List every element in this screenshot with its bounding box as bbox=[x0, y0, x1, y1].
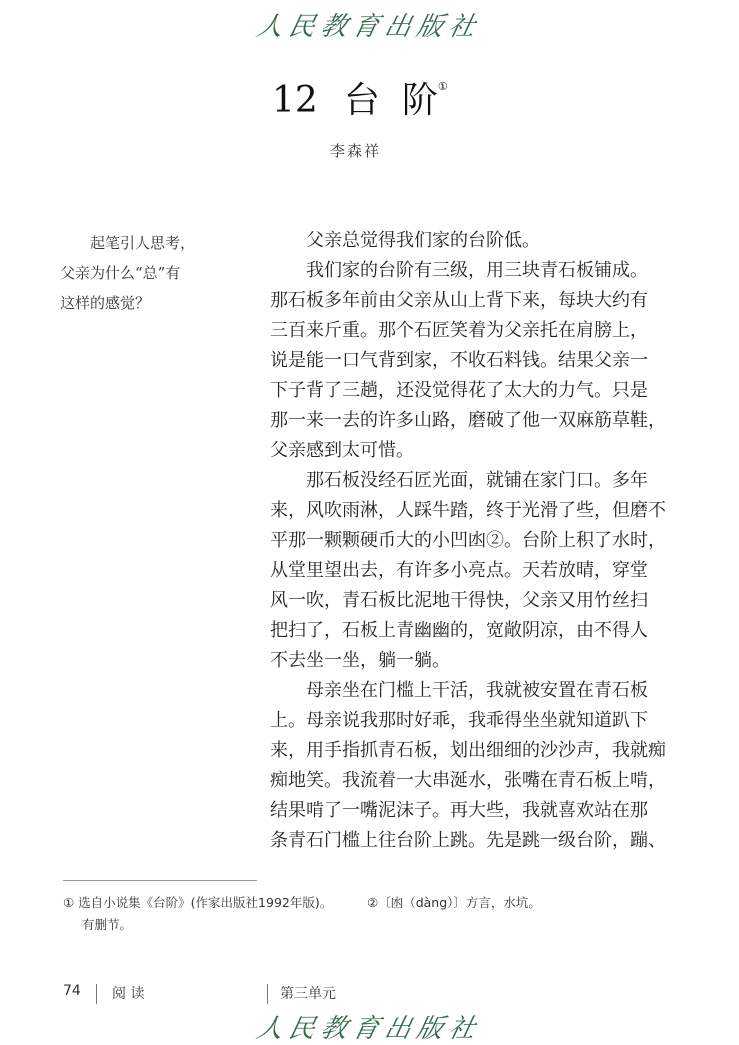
lesson-number: 12 bbox=[272, 80, 318, 121]
text-line: 那一来一去的许多山路，磨破了他一双麻筋草鞋， bbox=[270, 410, 666, 431]
text-line: 结果啃了一嘴泥沫子。再大些，我就喜欢站在那 bbox=[270, 800, 648, 821]
publisher-logo-bottom: 人民教育出版社 bbox=[253, 1014, 485, 1044]
text-line: 从堂里望出去，有许多小亮点。天若放晴，穿堂 bbox=[270, 560, 648, 581]
footnote-1-cont: 有删节。 bbox=[82, 917, 133, 932]
text-line: 痴地笑。我流着一大串涎水，张嘴在青石板上啃， bbox=[270, 770, 666, 791]
text-line: 父亲总觉得我们家的台阶低。 bbox=[306, 230, 540, 251]
text-line: 下子背了三趟，还没觉得花了太大的力气。只是 bbox=[270, 380, 648, 401]
text-line: 上。母亲说我那时好乖，我乖得坐坐就知道趴下 bbox=[270, 710, 648, 731]
unit-label: 第三单元 bbox=[280, 986, 336, 1002]
footnote-2: ②〔凼（dàng）〕方言，水坑。 bbox=[367, 895, 541, 910]
author: 李森祥 bbox=[330, 142, 382, 160]
section-label: 阅 读 bbox=[112, 986, 145, 1002]
text-line: 说是能一口气背到家，不收石料钱。结果父亲一 bbox=[270, 350, 648, 371]
text-line: 不去坐一坐，躺一躺。 bbox=[270, 650, 450, 671]
side-note-line: 这样的感觉？ bbox=[60, 294, 151, 312]
text-line: 平那一颗颗硬币大的小凹凼②。台阶上积了水时， bbox=[270, 530, 666, 551]
body-text bbox=[270, 226, 666, 856]
text-line: 风一吹，青石板比泥地干得快，父亲又用竹丝扫 bbox=[270, 590, 648, 611]
publisher-logo-top: 人民教育出版社 bbox=[253, 12, 485, 42]
side-note-line: 父亲为什么“总”有 bbox=[60, 264, 181, 282]
side-note-line: 起笔引人思考， bbox=[90, 234, 196, 252]
text-line: 父亲感到太可惜。 bbox=[270, 440, 414, 461]
footnote-divider bbox=[63, 880, 257, 881]
text-line: 来，用手指抓青石板，划出细细的沙沙声，我就痴 bbox=[270, 740, 666, 761]
lesson-title bbox=[272, 72, 448, 123]
page-number: 74 bbox=[63, 983, 81, 999]
text-line: 条青石门槛上往台阶上跳。先是跳一级台阶，蹦、 bbox=[270, 830, 666, 851]
footnote-mark[interactable]: ① bbox=[437, 80, 448, 93]
footnote-1: ① 选自小说集《台阶》(作家出版社1992年版)。 bbox=[63, 895, 333, 910]
title-char: 阶 bbox=[401, 80, 438, 121]
text-line: 把扫了，石板上青幽幽的，宽敞阴凉，由不得人 bbox=[270, 620, 648, 641]
text-line: 我们家的台阶有三级，用三块青石板铺成。 bbox=[306, 260, 648, 281]
text-line: 来，风吹雨淋，人踩牛踏，终于光滑了些，但磨不 bbox=[270, 500, 666, 521]
text-line: 三百来斤重。那个石匠笑着为父亲托在肩膀上， bbox=[270, 320, 648, 341]
text-line: 那石板多年前由父亲从山上背下来，每块大约有 bbox=[270, 290, 648, 311]
text-line: 母亲坐在门槛上干活，我就被安置在青石板 bbox=[306, 680, 648, 701]
side-note bbox=[60, 228, 230, 318]
divider bbox=[96, 984, 97, 1004]
text-line: 那石板没经石匠光面，就铺在家门口。多年 bbox=[306, 470, 648, 491]
title-char: 台 bbox=[343, 80, 380, 121]
divider bbox=[267, 984, 268, 1004]
